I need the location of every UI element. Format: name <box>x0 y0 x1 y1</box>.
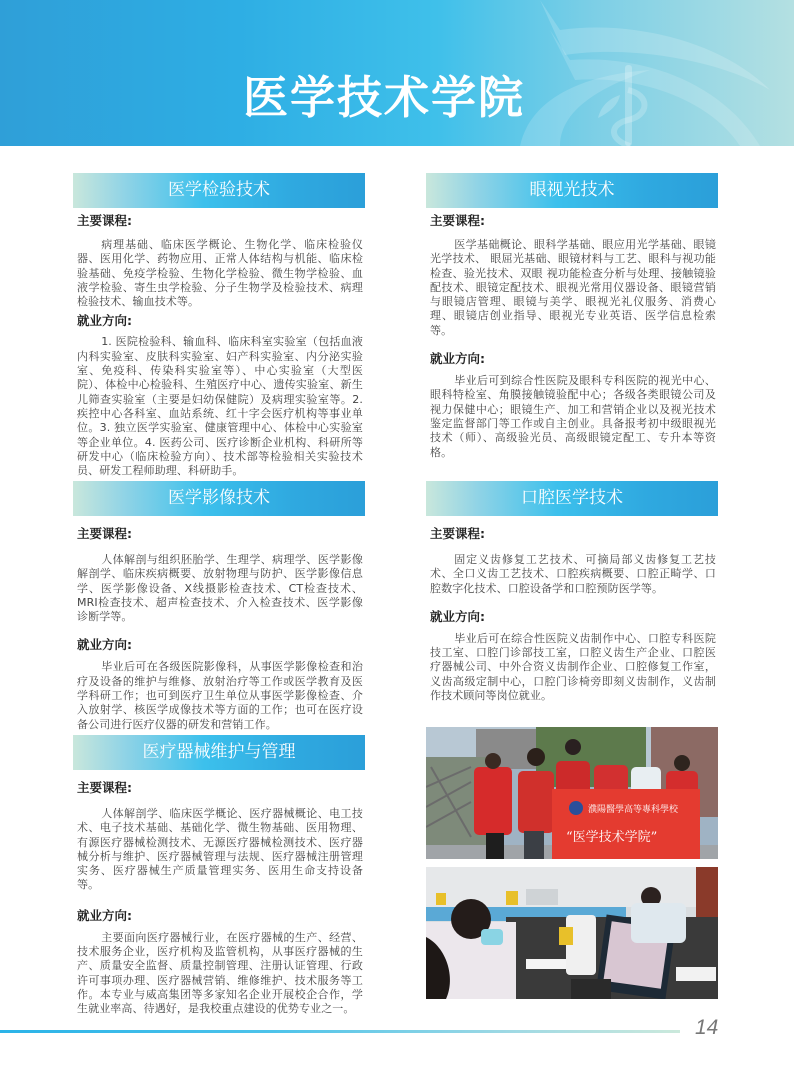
career-label: 就业方向: <box>77 637 132 653</box>
career-text: 毕业后可在综合性医院义齿制作中心、口腔专科医院技工室、口腔门诊部技工室，口腔义齿生产企业、口腔医疗器械公司、中外合资义齿制作企业、口腔修复工作室，义齿高级定制中心，口腔门诊椅旁即刻义齿制作，义齿制作技术顾问等岗位就业。 <box>430 631 716 703</box>
page-title: 医学技术学院 <box>243 71 526 124</box>
courses-text: 人体解剖学、临床医学概论、医疗器械概论、电工技术、电子技术基础、基础化学、微生物基础、医用物理、有源医疗器械检测技术、无源医疗器械检测技术、医疗器械分析与维护、医疗器械管理与法规、医疗器械注册管理实务、医疗器械生产质量管理实务、医用生命支持设备等。 <box>77 807 363 892</box>
section-dental-tech <box>426 481 719 703</box>
courses-label: 主要课程: <box>77 780 132 795</box>
career-text: 主要面向医疗器械行业，在医疗器械的生产、经营、技术服务企业，医疗机构及监管机构，从事医疗器械的生产、质量安全监督、质量控制管理、注册认证管理、行政许可事项办理、医疗器械营销、维修维护、技术服务等工作。本专业与威高集团等多家知名企业开展校企合作，学生就业率高、待遇好，是我校重点建设的优势专业之一。 <box>77 930 363 1016</box>
courses-label: 主要课程: <box>430 526 485 541</box>
section-medical-imaging-tech <box>73 481 366 732</box>
career-text: 1. 医院检验科、输血科、临床科室实验室（包括血液内科实验室、皮肤科实验室、妇产科实验室、内分泌实验室、免疫科、传染科实验室等）、中心实验室（大型医院）、体检中心检验科、生殖医疗中心、遗传实验室、新生儿筛查实验室（主要是妇幼保健院）及病理实验室等。2. 疾控中心各科室、血站系统、红十字会医疗机构等事业单位。3. 独立医学实验室、健康管理中心、体检中心实验室等企业单位。4. 医药公司、医疗诊断企业机构、科研所等研发中心（临床检验方向）、技术部等检验相关实验技术员、研发工程师助理、科研助手。 <box>77 335 363 478</box>
footer-divider <box>0 1030 680 1033</box>
section-header: 眼视光技术 <box>426 173 718 208</box>
career-label: 就业方向: <box>77 907 132 923</box>
courses-text: 人体解剖与组织胚胎学、生理学、病理学、医学影像解剖学、临床疾病概要、放射物理与防护、医学影像信息学、医学影像设备、X线摄影检查技术、CT检查技术、MRI检查技术、超声检查技术、介入检查技术、医学影像诊断学等。 <box>77 553 363 624</box>
courses-label: 主要课程: <box>430 213 485 228</box>
courses-label: 主要课程: <box>77 213 132 228</box>
svg-text:“医学技术学院”: “医学技术学院” <box>566 830 658 845</box>
career-text: 毕业后可到综合性医院及眼科专科医院的视光中心、眼科特检室、角膜接触镜验配中心；各级各类眼镜公司及视力保健中心；眼镜生产、加工和营销企业以及视光技术鉴定监督部门等工作或自主创业。具备报考初中级眼视光技术（师）、高级验光员、高级眼镜定配工、专升本等资格。 <box>430 374 716 459</box>
svg-text:濮陽醫學高等專科學校: 濮陽醫學高等專科學校 <box>588 805 679 815</box>
page-number: 14 <box>695 1016 719 1039</box>
courses-text: 固定义齿修复工艺技术、可摘局部义齿修复工艺技术、全口义齿工艺技术、口腔疾病概要、口腔正畸学、口腔数字化技术、口腔设备学和口腔预防医学等。 <box>430 553 716 595</box>
section-header: 口腔医学技术 <box>426 481 718 516</box>
section-header: 医学影像技术 <box>73 481 365 516</box>
courses-label: 主要课程: <box>77 526 132 541</box>
section-header: 医学检验技术 <box>73 173 365 208</box>
lab-photo <box>426 867 718 999</box>
career-label: 就业方向: <box>77 313 132 329</box>
career-text: 毕业后可在各级医院影像科，从事医学影像检查和治疗及设备的维护与维修、放射治疗等工作或医学教育及医学科研工作；也可到医疗卫生单位从事医学影像检查、介入放射学、核医学成像技术等方面的工作；也可在医疗设备公司进行医疗仪器的研发和营销工作。 <box>77 660 363 731</box>
section-medical-device-maintenance <box>73 735 366 1017</box>
courses-text: 医学基础概论、眼科学基础、眼应用光学基础、眼镜光学技术、 眼屈光基础、眼镜材料与工艺、眼科与视功能检查、验光技术、双眼 视功能检查分析与处理、接触镜验配技术、眼镜定配技术、眼视光常用仪器设备、眼镜营销与眼镜店管理、眼镜与美学、眼视光礼仪服务、消费心理、眼镜店创业指导、眼视光专业英语、医学信息检索等。 <box>430 238 716 337</box>
section-medical-lab-tech <box>73 173 366 478</box>
section-header: 医疗器械维护与管理 <box>73 735 365 770</box>
group-photo <box>426 727 718 859</box>
career-label: 就业方向: <box>430 351 485 367</box>
header-banner <box>0 0 794 146</box>
career-label: 就业方向: <box>430 608 485 624</box>
section-optometry-tech <box>426 173 719 460</box>
courses-text: 病理基础、临床医学概论、生物化学、临床检验仪器、医用化学、药物应用、正常人体结构与机能、临床检验基础、免疫学检验、生物化学检验、微生物学检验、血液学检验、寄生虫学检验、分子生物学及检验技术、病理检验技术、输血技术等。 <box>77 238 363 309</box>
